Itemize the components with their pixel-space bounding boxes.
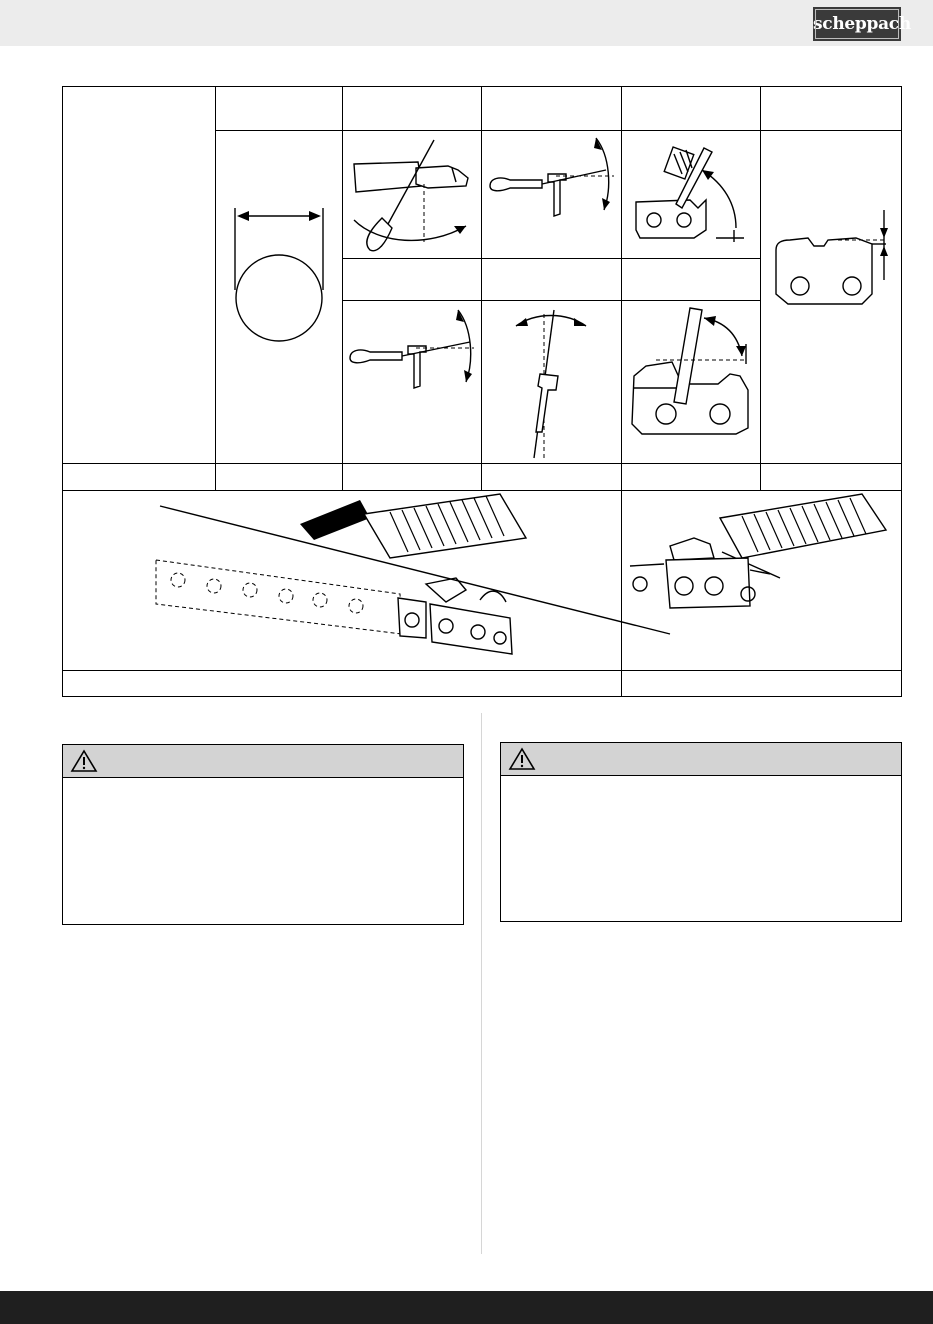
table-col-3 <box>481 86 482 490</box>
table-rule-row1 <box>62 463 902 464</box>
warning-triangle-icon <box>71 749 97 773</box>
table-col-5 <box>760 86 761 490</box>
warning-box-right <box>500 742 902 922</box>
table-col-4 <box>621 86 622 697</box>
chain-on-bar-cut-icon <box>150 494 530 670</box>
table-rule-header <box>215 130 901 131</box>
file-horizontal-angle-icon <box>346 302 476 422</box>
file-diameter-circle-icon <box>225 200 335 350</box>
brand-logo-text: scheppach <box>813 14 911 34</box>
depth-gauge-tool-icon <box>626 134 756 256</box>
warning-triangle-icon <box>509 747 535 771</box>
column-divider <box>481 713 482 1254</box>
chain-cutter-close-icon <box>630 494 892 668</box>
brand-logo <box>813 7 911 41</box>
table-col-1 <box>215 86 216 490</box>
table-rule-mid2 <box>342 300 760 301</box>
warning-header-right <box>501 743 901 776</box>
page-footer-bar <box>0 1291 933 1324</box>
page-header-bar <box>0 0 933 46</box>
file-holding-angle-icon <box>348 134 478 256</box>
depth-gauge-height-icon <box>768 200 898 310</box>
file-vertical-angle-icon <box>486 304 616 464</box>
table-col-2 <box>342 86 343 490</box>
table-rule-row2 <box>62 490 902 491</box>
side-plate-angle-icon <box>486 134 616 256</box>
warning-header-left <box>63 745 463 778</box>
table-rule-row3 <box>62 670 902 671</box>
table-rule-mid <box>342 258 760 259</box>
top-plate-angle-icon <box>626 304 758 436</box>
warning-box-left <box>62 744 464 925</box>
